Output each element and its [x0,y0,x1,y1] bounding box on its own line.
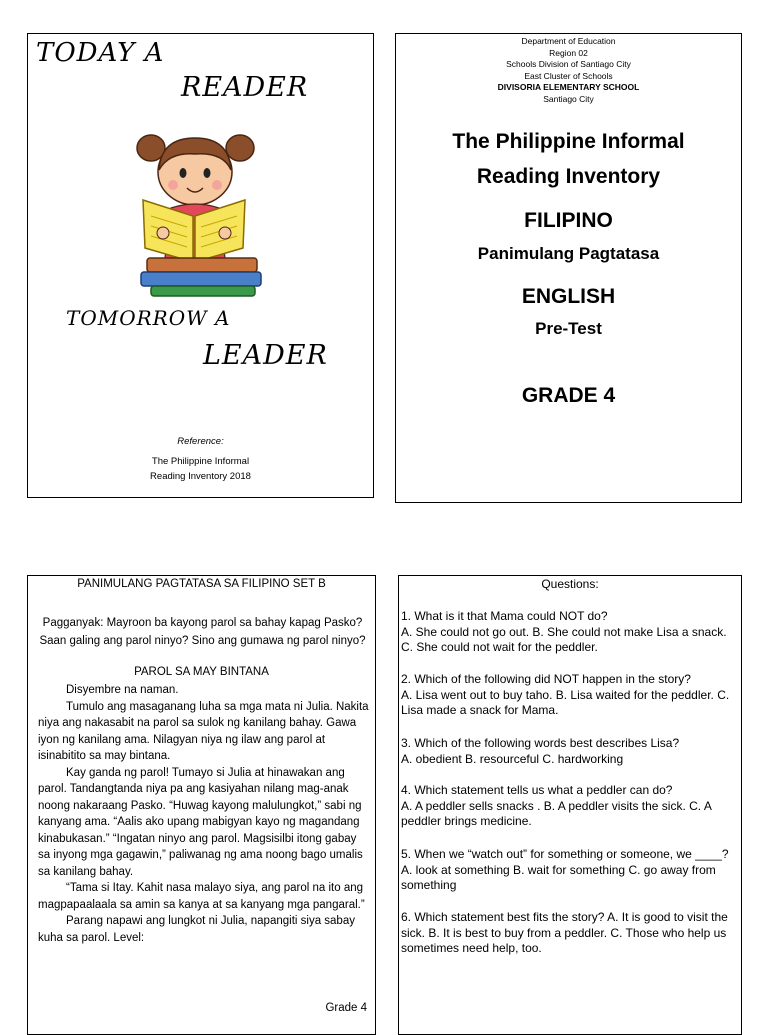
filipino-heading: PANIMULANG PAGTATASA SA FILIPINO SET B [77,578,326,590]
cover-line-reader: READER [181,72,309,103]
city-name: Santiago City [543,93,594,104]
question-choices: A. Lisa went out to buy taho. B. Lisa waited for the peddler. C. Lisa made a snack for Mama. [401,687,730,717]
question-stem: 6. Which statement best fits the story? A. It is good to visit the sick. B. It is best to buy from a peddler. C. Those who help us sometimes need help, too. [401,910,728,955]
question-stem: 1. What is it that Mama could NOT do? [401,609,608,623]
question-choices: A. She could not go out. B. She could not make Lisa a snack. C. She could not wait for the peddler. [401,624,727,654]
filipino-story-panel [27,575,376,1035]
questions-heading: Questions: [541,577,599,591]
document-title-line: Reading Inventory [476,165,661,188]
questions-panel [398,575,742,1035]
subject-english: ENGLISH [521,285,616,308]
story-paragraph: Kay ganda ng parol! Tumayo si Julia at hinawakan ang parol. Tandangtanda niya pa ang kasiyahan nilang mag-anak noong nakaraang Pasko. “Huwag kayong malulungkot,” sabi ng kanyang ama. “Aalis ako upang mabigyan kayo ng magandang kinabukasan.” “Ingatan ninyo ang parol. Magsisilbi itong gabay sa inyong mga gagawin,” paliwanag ng ama noong bago umalis sa kanilang bahay. [38,766,363,878]
title-panel [395,33,742,503]
question-item [401,672,737,719]
story-title: PAROL SA MAY BINTANA [134,666,269,678]
question-stem: 3. Which of the following words best describes Lisa? [401,736,680,750]
question-choices: A. look at something B. wait for something C. go away from something [401,862,716,892]
reference-line: Reading Inventory 2018 [150,471,251,482]
reference-line: The Philippine Informal [151,456,250,467]
cover-line-tomorrow: TOMORROW A [66,306,231,330]
question-stem: 2. Which of the following did NOT happen in the story? [401,672,691,686]
division-name: Schools Division of Santiago City [506,59,631,69]
question-item [401,736,737,767]
subject-filipino-subtitle: Panimulang Pagtatasa [477,244,660,263]
story-paragraph: Tumulo ang masaganang luha sa mga mata ni Julia. Nakita niya ang nakasabit na parol sa sulok ng kanilang bahay. Gawa iyon ng kanilang ama. Nilagyan niya ng ilaw ang parol at isinabitito sa may bintana. [38,700,369,762]
department-name: Department of Education [521,36,616,46]
motivation-prompt: Pagganyak: Mayroon ba kayong parol sa bahay kapag Pasko? Saan galing ang parol ninyo? Sino ang gumawa ng parol ninyo? [39,617,366,647]
girl-reading-books-illustration [133,130,268,300]
question-stem: 5. When we “watch out” for something or someone, we ____? [401,847,729,861]
grade-label: Grade 4 [325,1002,367,1014]
grade-level: GRADE 4 [521,384,616,407]
question-item [401,910,737,957]
region-name: Region 02 [549,47,588,58]
cluster-name: East Cluster of Schools [524,70,613,81]
reference-label: Reference: [177,436,224,447]
cover-line-leader: LEADER [203,340,328,371]
school-name: DIVISORIA ELEMENTARY SCHOOL [497,82,640,92]
question-item [401,783,737,830]
document-title-line: The Philippine Informal [452,130,685,153]
story-paragraph: “Tama si Itay. Kahit nasa malayo siya, ang parol na ito ang magpapaalaala sa amin sa kanya at sa kanyang mga pangaral.” [38,882,365,911]
story-paragraph: Parang napawi ang lungkot ni Julia, napangiti siya sabay kuha sa parol. Level: [38,915,355,944]
question-item [401,847,737,894]
cover-panel [27,33,374,498]
document-title [396,124,741,194]
question-item [401,609,737,656]
subject-english-subtitle: Pre-Test [535,319,602,338]
question-stem: 4. Which statement tells us what a peddler can do? [401,783,673,797]
story-paragraph: Disyembre na naman. [66,684,179,696]
reference-text [28,454,373,484]
story-body [38,682,369,946]
cover-line-today: TODAY A [36,38,165,68]
subject-filipino: FILIPINO [524,209,613,232]
question-choices: A. A peddler sells snacks . B. A peddler visits the sick. C. A peddler brings medicine. [401,798,712,828]
school-header [396,36,741,105]
question-choices: A. obedient B. resourceful C. hardworking [401,751,624,766]
